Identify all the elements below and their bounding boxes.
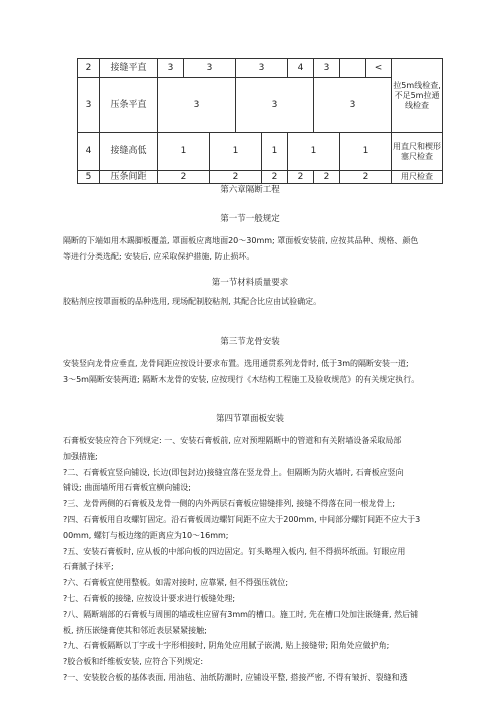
row-number: 3	[78, 78, 100, 133]
table-cell: 2	[340, 171, 392, 184]
text-line: 板, 挤压嵌缝膏使其和邻近表层紧紧接触;	[63, 625, 207, 635]
text-line: 3～5m隔断安装两道; 隔断木龙骨的安装, 应按现行《木结构工程施工及验收规范》的有关规定执行。	[63, 375, 420, 384]
text-line: 胶粘剂应按罩面板的品种选用, 现场配制胶粘剂, 其配合比应由试验确定。	[63, 297, 322, 306]
table-row	[78, 59, 443, 78]
text-line: ?五、安装石膏板时, 应从板的中部向板的四边固定。钉头略埋入板内, 但不得损坏纸面。钉眼应用	[63, 546, 406, 556]
table-cell: 3	[314, 59, 340, 78]
check-method: 拉5m线检查, 不足5m拉通线检查	[392, 59, 443, 133]
text-line: ?六、石膏板宜使用整板。如需对接时, 应靠紧, 但不得强压就位;	[63, 578, 289, 588]
table-cell: 3	[236, 59, 288, 78]
table-cell: 3	[158, 59, 184, 78]
table-cell: 2	[288, 171, 314, 184]
text-line: ?八、隔断端部的石膏板与周围的墙或柱应留有3mm的槽口。施工时, 先在槽口处加注嵌缝膏, 然后铺	[63, 609, 419, 619]
text-line: ?四、石膏板用自攻螺钉固定。沿石膏板周边螺钉间距不应大于200mm, 中间部分螺钉间距不应大于3	[63, 514, 421, 524]
table-cell: 2	[210, 171, 262, 184]
text-line: 铺设; 曲面墙所用石膏板宜横向铺设;	[63, 483, 191, 493]
table-cell: 3	[184, 59, 236, 78]
text-line: 00mm, 螺钉与板边缘的距离应为10～16mm;	[63, 530, 229, 540]
table-row	[78, 133, 443, 171]
text-line: ?七、石膏板的接缝, 应按设计要求进行板缝处理;	[63, 593, 236, 603]
table-cell: 2	[262, 171, 288, 184]
row-number: 4	[78, 133, 100, 171]
table-cell: 3	[158, 78, 236, 133]
table-cell: 3	[314, 78, 392, 133]
text-line: 安装竖向龙骨应垂直, 龙骨间距应按设计要求布置。选用通贯系列龙骨时, 低于3m的隔断安装一道;	[63, 359, 409, 368]
section-title: 第四节罩面板安装	[215, 414, 284, 424]
text-line: ?三、龙骨两侧的石膏板及龙骨一侧的内外两层石膏板应错缝排列, 接缝不得落在同一根龙骨上;	[63, 499, 396, 509]
text-line: 石膏板安装应符合下列规定: 一、安装石膏板前, 应对预埋隔断中的管道和有关附墙设备采取局部	[63, 436, 402, 445]
table-cell: 1	[288, 133, 340, 171]
section-body	[63, 433, 443, 686]
section-title: 第一节一般规定	[220, 214, 280, 224]
section-body	[63, 294, 443, 310]
section-title: 第三节龙骨安装	[220, 337, 280, 347]
text-line: 加强措施;	[63, 451, 98, 461]
text-line: ?一、安装胶合板的基体表面, 用油毡、油纸防潮时, 应铺设平整, 搭接严密, 不得有皱折、裂缝和透	[63, 672, 408, 682]
section-body	[63, 233, 443, 265]
table-cell: 1	[340, 133, 392, 171]
item-name: 接缝平直	[100, 59, 158, 78]
table-cell: 2	[158, 171, 210, 184]
table-cell: 2	[314, 171, 340, 184]
text-line: ?九、石膏板隔断以丁字或十字形相接时, 阴角处应用腻子嵌满, 贴上接缝带; 阳角处应做护角;	[63, 641, 390, 651]
section-body	[63, 356, 443, 388]
row-number: 5	[78, 171, 100, 184]
table-cell: 4	[288, 59, 314, 78]
chapter-title: 第六章隔断工程	[220, 185, 280, 195]
row-number: 2	[78, 59, 100, 78]
check-method: 用直尺和楔形塞尺检查	[392, 133, 443, 171]
text-line: ?胶合板和纤维板安装, 应符合下列规定:	[63, 657, 204, 667]
item-name: 接缝高低	[100, 133, 158, 171]
table-cell: 3	[236, 78, 314, 133]
tolerance-table	[77, 58, 443, 184]
table-cell: 1	[158, 133, 210, 171]
text-line: 隔断的下端如用木踢脚板覆盖, 罩面板应离地面20～30mm; 罩面板安装前, 应按其品种、规格、颜色	[63, 236, 419, 245]
table-cell: 1	[262, 133, 288, 171]
item-name: 压条平直	[100, 78, 158, 133]
text-line: ?二、石膏板宜竖向铺设, 长边(即包封边)接缝宜落在竖龙骨上。但隔断为防火墙时, 石膏板应竖向	[63, 467, 404, 477]
text-line: 等进行分类选配; 安装后, 应采取保护措施, 防止损坏。	[63, 252, 255, 261]
table-cell: 1	[210, 133, 262, 171]
table-row	[78, 171, 443, 184]
table-row	[78, 78, 443, 133]
table-cell	[340, 59, 366, 78]
check-method: 用尺检查	[392, 171, 443, 184]
section-title: 第一节材料质量要求	[211, 278, 289, 288]
item-name: 压条间距	[100, 171, 158, 184]
table-cell: <	[366, 59, 392, 78]
text-line: 石膏腻子抹平;	[63, 562, 114, 572]
